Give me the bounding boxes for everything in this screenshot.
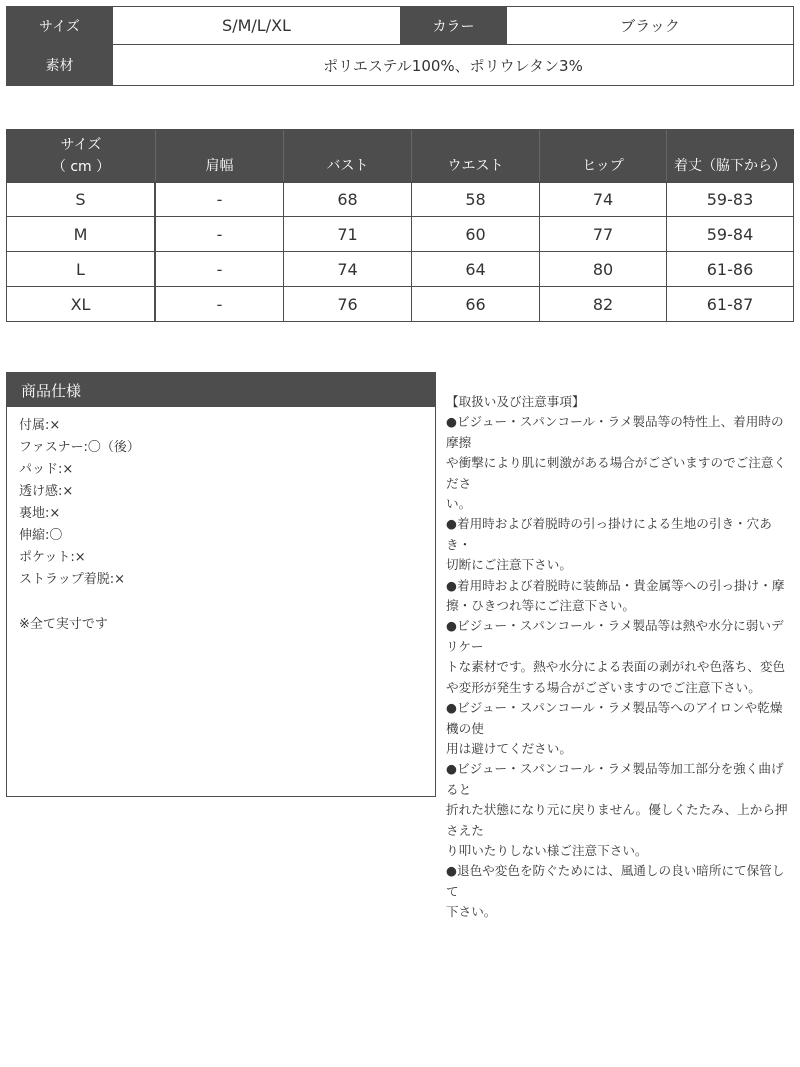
cell-m-waist: 60 [412,216,540,251]
care-line: ●ビジュー・スパンコール・ラメ製品等は熱や水分に弱いデリケー [446,618,784,654]
header-size-cell [7,130,156,181]
care-line: ●ビジュー・スパンコール・ラメ製品等へのアイロンや乾燥機の使 [446,700,783,736]
cell-m-bust: 71 [284,216,412,251]
cell-s-bust: 68 [284,181,412,216]
care-line: ●ビジュー・スパンコール・ラメ製品等加工部分を強く曲げると [446,761,784,797]
care-line: ●退色や変色を防ぐためには、風通しの良い暗所にて保管して [446,863,785,899]
care-instructions [446,392,794,923]
cell-l-shoulder: - [156,251,284,286]
size-label: サイズ [7,7,113,45]
product-spec-title: 商品仕様 [7,373,435,407]
spec-line-accessory: 付属:× [19,418,61,433]
header-size-line1: サイズ [60,136,102,153]
spec-line-lining: 裏地:× [19,506,61,521]
cell-xl-hip: 82 [540,286,667,321]
actual-size-note: ※全て実寸です [19,617,108,632]
care-line: トな素材です。熱や水分による表面の剥がれや色落ち、変色 [446,659,786,675]
cell-s-waist: 58 [412,181,540,216]
color-value: ブラック [507,7,793,45]
cell-s-hip: 74 [540,181,667,216]
material-value: ポリエステル100%、ポリウレタン3% [323,56,583,75]
row-size-m: M [7,216,156,251]
row-size-xl: XL [7,286,156,321]
care-line: 下さい。 [446,904,497,920]
header-length: 着丈（脇下から） [667,130,793,181]
spec-line-pocket: ポケット:× [19,550,86,565]
care-line: 切断にご注意下さい。 [446,557,572,573]
cell-s-length: 59-83 [667,181,793,216]
cell-xl-waist: 66 [412,286,540,321]
product-spec-box [6,372,436,797]
spec-line-zipper: ファスナー:〇（後） [19,440,140,455]
cell-s-shoulder: - [156,181,284,216]
spec-line-pad: パッド:× [19,462,74,477]
care-line: ●着用時および着脱時の引っ掛けによる生地の引き・穴あき・ [446,516,772,552]
cell-xl-shoulder: - [156,286,284,321]
care-heading: 【取扱い及び注意事項】 [446,394,585,409]
material-label: 素材 [7,45,113,85]
size-value: S/M/L/XL [113,7,401,45]
care-line: や変形が発生する場合がございますのでご注意下さい。 [446,679,761,695]
header-bust: バスト [284,130,412,181]
cell-m-length: 59-84 [667,216,793,251]
cell-l-length: 61-86 [667,251,793,286]
header-size-line2: （ cm ） [51,158,111,175]
care-line: り叩いたりしない様ご注意下さい。 [446,842,648,858]
row-size-s: S [7,181,156,216]
cell-m-hip: 77 [540,216,667,251]
product-spec-list [19,415,140,591]
cell-xl-bust: 76 [284,286,412,321]
care-line: 擦・ひきつれ等にご注意下さい。 [446,598,635,614]
care-line: ●ビジュー・スパンコール・ラメ製品等の特性上、着用時の摩擦 [446,414,784,450]
cell-l-bust: 74 [284,251,412,286]
row-size-l: L [7,251,156,286]
cell-l-waist: 64 [412,251,540,286]
header-waist: ウエスト [412,130,540,181]
care-line: ●着用時および着脱時に装飾品・貴金属等への引っ掛け・摩 [446,577,785,593]
cell-xl-length: 61-87 [667,286,793,321]
spec-line-sheer: 透け感:× [19,484,74,499]
care-line: 折れた状態になり元に戻りません。優しくたたみ、上から押さえた [446,802,788,838]
care-line: い。 [446,496,472,512]
cell-m-shoulder: - [156,216,284,251]
care-line: 用は避けてください。 [446,740,572,756]
spec-table [6,6,794,86]
header-shoulder: 肩幅 [156,130,284,181]
spec-line-strap: ストラップ着脱:× [19,572,126,587]
cell-l-hip: 80 [540,251,667,286]
spec-line-stretch: 伸縮:〇 [19,528,63,543]
size-table [6,129,794,322]
color-label: カラー [401,7,507,45]
header-hip: ヒップ [540,130,667,181]
care-line: や衝撃により肌に刺激がある場合がございますのでご注意くださ [446,455,787,491]
